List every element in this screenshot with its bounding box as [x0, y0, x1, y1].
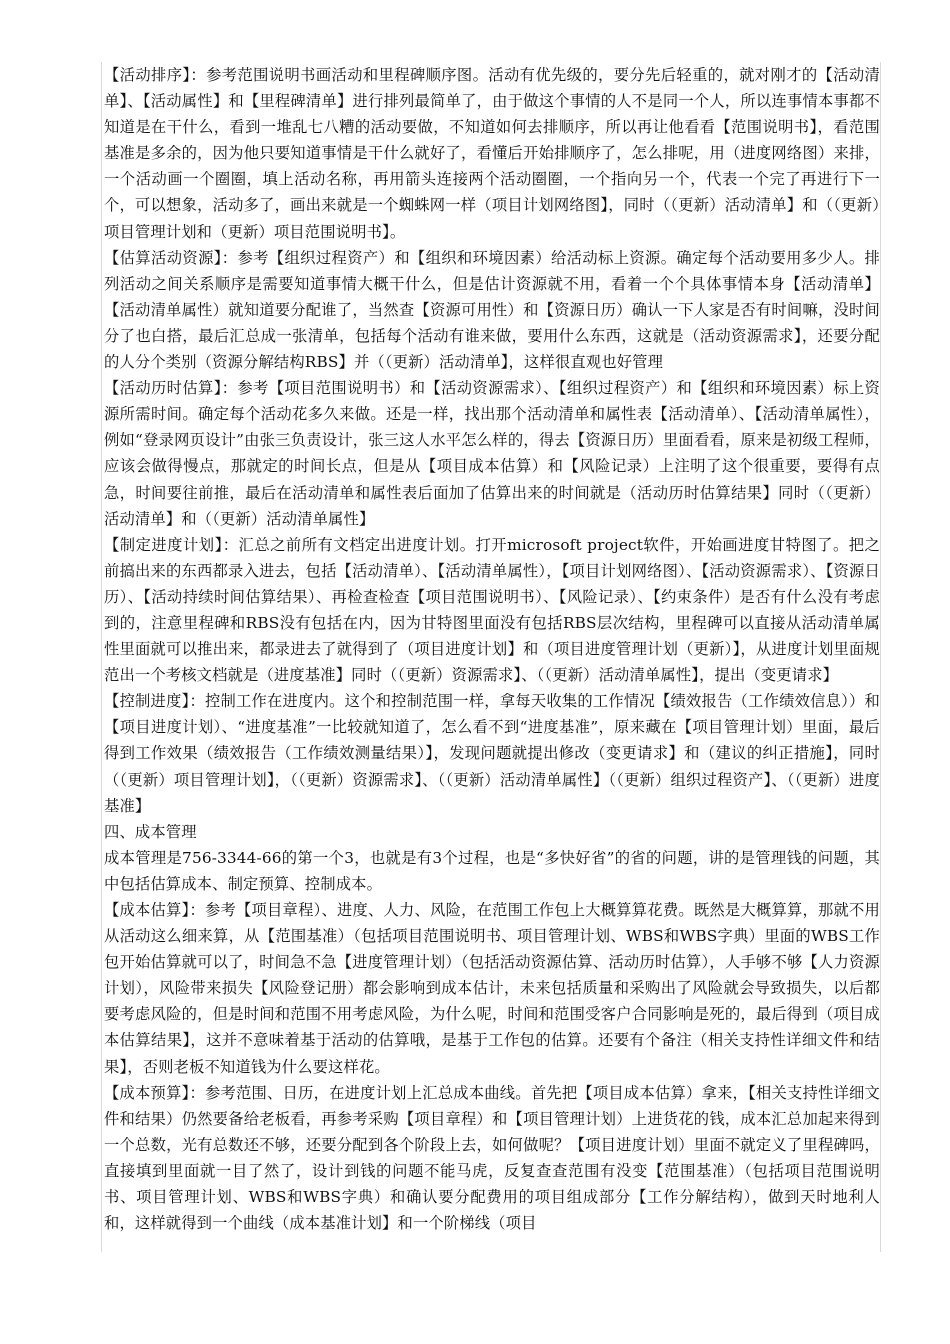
paragraph-activity-sequencing: 【活动排序】：参考范围说明书画活动和里程碑顺序图。活动有优先级的，要分先后轻重的，就对刚才的【活动清单】、【活动属性】和【里程碑清单】进行排列最简单了，由于做这个事情的人不是同一个人，所以连事情本事都不知道是在干什么，看到一堆乱七八糟的活动要做，不知道如何去排顺序，所以再让他看看【范围说明书】，看范围基准是多余的，因为他只要知道事情是干什么就好了，看懂后开始排顺序了，怎么排呢，用（进度网络图）来排，一个活动画一个圈圈，填上活动名称，再用箭头连接两个活动圈圈，一个指向另一个，代表一个完了再进行下一个，可以想象，活动多了，画出来就是一个蜘蛛网一样（项目计划网络图】，同时（（更新）活动清单】和（（更新）项目管理计划和（更新）项目范围说明书】。 [104, 66, 880, 241]
paragraph-estimate-activity-resources: 【估算活动资源】：参考【组织过程资产）和【组织和环境因素）给活动标上资源。确定每个活动要用多少人。排列活动之间关系顺序是需要知道事情大概干什么，但是估计资源就不用，看着一个个具体事情本身【活动清单】【活动清单属性）就知道要分配谁了，当然查【资源可用性）和【资源日历）确认一下人家是否有时间嘛，没时间分了也白搭，最后汇总成一张清单，包括每个活动有谁来做，要用什么东西，这就是（活动资源需求】，还要分配的人分个类别（资源分解结构RBS】并（（更新）活动清单】，这样很直观也好管理 [104, 248, 880, 372]
paragraph-activity-duration-estimating: 【活动历时估算】：参考【项目范围说明书）和【活动资源需求）、【组织过程资产）和【组织和环境因素）标上资源所需时间。确定每个活动花多久来做。还是一样，找出那个活动清单和属性表【活动清单）、【活动清单属性），例如“登录网页设计”由张三负责设计，张三这人水平怎么样的，得去【资源日历）里面看看，原来是初级工程师，应该会做得慢点，那就定的时间长点，但是从【项目成本估算）和【风险记录）上注明了这个很重要，要得有点急，时间要往前推，最后在活动清单和属性表后面加了估算出来的时间就是（活动历时估算结果】同时（（更新）活动清单】和（（更新）活动清单属性】 [104, 379, 880, 528]
section-heading-cost-management: 四、成本管理 [104, 822, 197, 841]
document-page [101, 62, 881, 1252]
paragraph-cost-estimating: 【成本估算】：参考【项目章程）、进度、人力、风险，在范围工作包上大概算算花费。既然是大概算算，那就不用从活动这么细来算，从【范围基准）（包括项目范围说明书、项目管理计划、WBS和WBS字典）里面的WBS工作包开始估算就可以了，时间急不急【进度管理计划）（包括活动资源估算、活动历时估算），人手够不够【人力资源计划），风险带来损失【风险登记册）都会影响到成本估计，未来包括质量和采购出了风险就会导致损失，以后都要考虑风险的，但是时间和范围不用考虑风险，为什么呢，时间和范围受客户合同影响是死的，最后得到（项目成本估算结果】，这并不意味着基于活动的估算哦，是基于工作包的估算。还要有个备注（相关支持性详细文件和结果】，否则老板不知道钱为什么要这样花。 [104, 901, 880, 1076]
document-body [102, 62, 880, 1236]
paragraph-cost-budgeting: 【成本预算】：参考范围、日历，在进度计划上汇总成本曲线。首先把【项目成本估算）拿来，【相关支持性详细文件和结果）仍然要备给老板看，再参考采购【项目章程）和【项目管理计划）上进货花的钱，成本汇总加起来得到一个总数，光有总数还不够，还要分配到各个阶段上去，如何做呢？【项目进度计划）里面不就定义了里程碑吗，直接填到里面就一目了然了，设计到钱的问题不能马虎，反复查查范围有没变【范围基准）（包括项目范围说明书、项目管理计划、WBS和WBS字典）和确认要分配费用的项目组成部分【工作分解结构），做到天时地利人和，这样就得到一个曲线（成本基准计划】和一个阶梯线（项目 [104, 1083, 880, 1233]
paragraph-develop-schedule: 【制定进度计划】：汇总之前所有文档定出进度计划。打开microsoft project软件，开始画进度甘特图了。把之前搞出来的东西都录入进去，包括【活动清单）、【活动清单属性），【项目计划网络图）、【活动资源需求）、【资源日历）、【活动持续时间估算结果）、再检查检查【项目范围说明书）、【风险记录）、【约束条件）是否有什么没有考虑到的，注意里程碑和RBS没有包括在内，因为甘特图里面没有包括RBS层次结构，里程碑可以直接从活动清单属性里面就可以推出来，都录进去了就得到了（项目进度计划】和（项目进度管理计划（更新）】，从进度计划里面规范出一个考核文档就是（进度基准】同时（（更新）资源需求】、（（更新）活动清单属性】，提出（变更请求】 [104, 535, 880, 685]
paragraph-control-schedule: 【控制进度】：控制工作在进度内。这个和控制范围一样，拿每天收集的工作情况【绩效报告（工作绩效信息））和【项目进度计划）、“进度基准”一比较就知道了，怎么看不到“进度基准”，原来藏在【项目管理计划）里面，最后得到工作效果（绩效报告（工作绩效测量结果）】，发现问题就提出修改（变更请求】和（建议的纠正措施】，同时（（更新）项目管理计划】，（（更新）资源需求】、（（更新）活动清单属性】（（更新）组织过程资产】、（（更新）进度基准】 [104, 692, 880, 815]
paragraph-cost-management-intro: 成本管理是756-3344-66的第一个3，也就是有3个过程，也是“多快好省”的省的问题，讲的是管理钱的问题，其中包括估算成本、制定预算、控制成本。 [104, 848, 880, 893]
